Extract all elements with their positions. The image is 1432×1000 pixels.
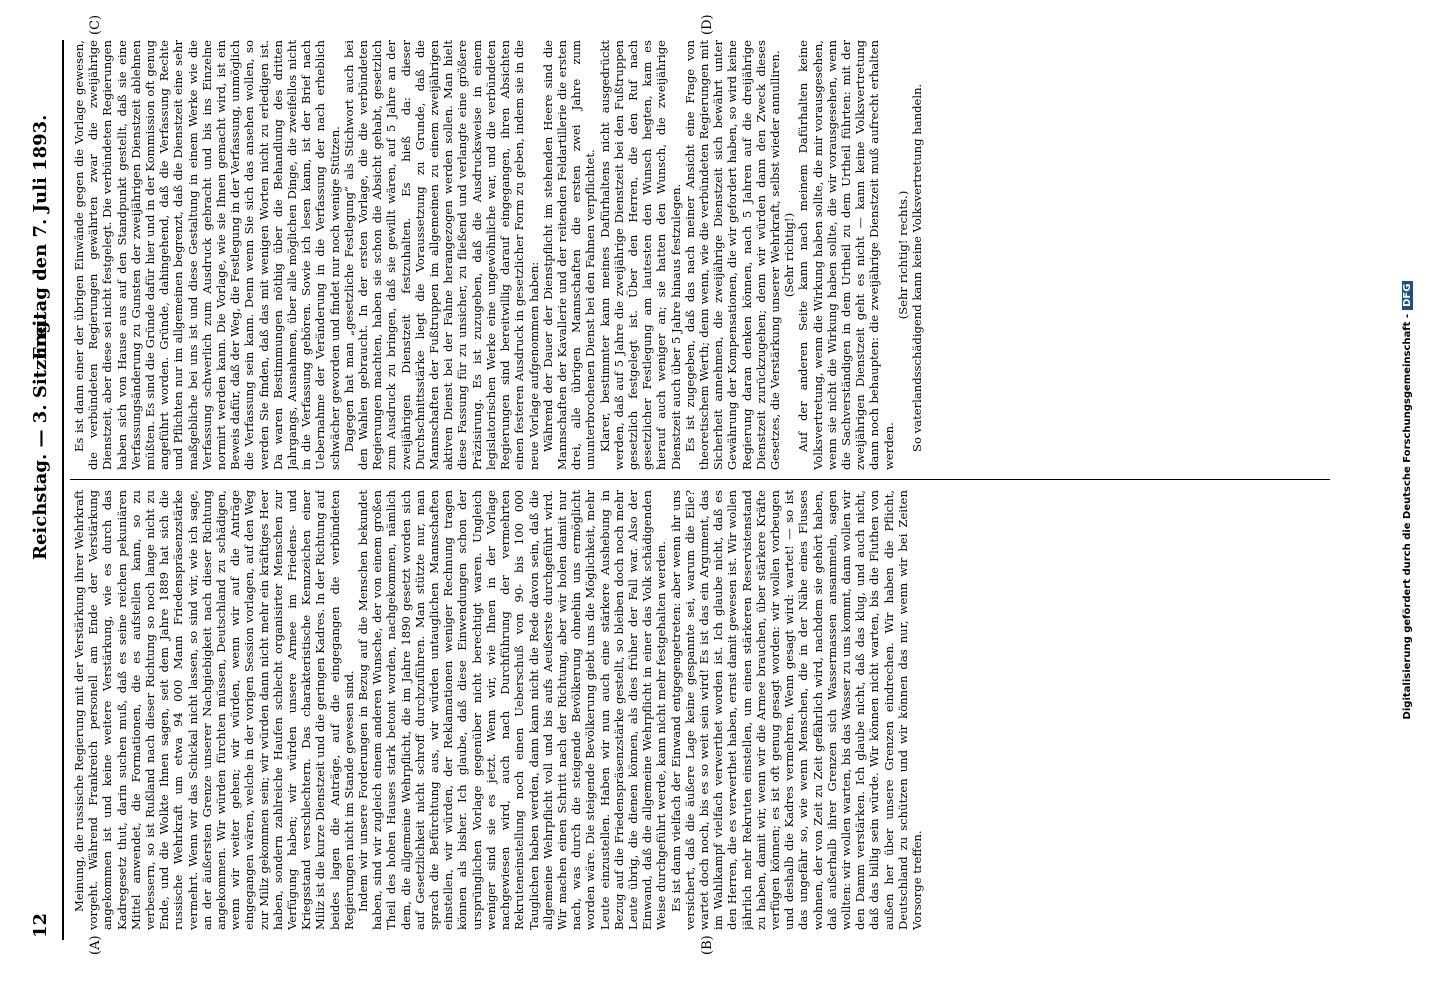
paragraph: Dagegen hat man „gesetzliche Festlegung“ als Stichwort auch bei den Wahlen gebraucht. In der ersten Vorlage, die die verbündeten Regierungen machten, haben sie schon die Absicht gehabt, gesetzlich zum Ausdruck zu bringen, daß sie gewillt wären, auf 5 Jahre an der zweijährigen Dienstzeit festzuhalten. Es hieß da: dieser Durchschnittsstärke liegt die Voraussetzung zu Grunde, daß die Mannschaften der Fußtruppen im allgemeinen zu einem zweijährigen aktiven Dienst bei der Fahne herangezogen werden sollen. Man hielt diese Fassung für zu unsicher, zu fließend und verlangte eine größere Präzisirung. Es ist zuzugeben, daß die Ausdrucksweise in einem legislatorischen Werke eine ungewöhnliche war, und die verbündeten Regierungen sind bereitwillig darauf eingegangen, ihren Absichten einen festeren Ausdruck in gesetzlicher Form zu geben, indem sie in die neue Vorlage aufgenommen haben: xyxy=(341,40,541,470)
date-title: Freitag den 7. Juli 1893. xyxy=(30,114,51,360)
footer-text: Digitalisierung gefördert durch die Deutsche Forschungsgemeinschaft - xyxy=(1402,313,1413,720)
margin-marker-c: (C) xyxy=(88,14,103,35)
page-number: 12 xyxy=(30,912,51,938)
dfg-logo: DFG xyxy=(1402,281,1413,310)
paragraph: Es ist dann vielfach der Einwand entgegengetreten: aber wenn ihr uns versichert, daß die äußere Lage keine gespannte sei, warum die Eile? wartet doch noch, bis es so weit sein wird! Es ist das ein Argument, das im Wahlkampf vielfach verwerthet worden ist. Ich glaube nicht, daß es den Herren, die es verwerthet haben, ernst damit gewesen ist. Wir wollen jährlich mehr Rekruten einstellen, um einen stärkeren Reservistenstand zu haben, damit wir, wenn wir die Armee brauchen, über stärkere Kräfte verfügen können; es ist oft genug gesagt worden: wir wollen vorbeugen und deshalb die Kadres vermehren. Wenn gesagt wird: wartet! — so ist das ungefähr so, wie wenn Menschen, die in der Nähe eines Flusses wohnen, der von Zeit zu Zeit gefährlich wird, nachdem sie gehört haben, daß außerhalb ihrer Grenzen sich Wassermassen ansammeln, sagen wollten: wir wollen warten, bis das Wasser zu uns kommt, dann wollen wir den Damm verstärken. Ich glaube nicht, daß das klug, und auch nicht, daß das billig sein würde. Wir können nicht warten, bis die Fluthen von außen her über unsere Grenzen eindrechen. Wir haben die Pflicht, Deutschland zu schützen und wir können das nur, wenn wir bei Zeiten Vorsorge treffen. xyxy=(668,490,924,930)
margin-marker-d: (D) xyxy=(700,14,715,35)
quoted-paragraph: Während der Dauer der Dienstpflicht im stehenden Heere sind die Mannschaften der Kavallerie und der reitenden Feldartillerie die ersten drei, alle übrigen Mannschaften die ersten zwei Jahre zum ununterbrochenen Dienst bei den Fahnen verpflichtet. xyxy=(540,40,598,470)
margin-marker-a: (A) xyxy=(88,935,103,955)
paragraph: Es ist zugegeben, daß das nach meiner Ansicht eine Frage von theoretischem Werth; denn wenn, wie die verbündeten Regierungen mit Sicherheit annehmen, die zweijährige Dienstzeit sich bewährt unter Gewährung der Kompensationen, die wir gefordert haben, so wird keine Regierung daran denken können, nach 5 Jahren auf die dreijährige Dienstzeit zurückzugehen; denn wir würden dann den Zweck dieses Gesetzes, die Verstärkung unserer Wehrkraft, selbst wieder annulliren. xyxy=(682,40,782,470)
paragraph: Indem wir unsere Forderungen in Bezug auf die Menschen bekundet haben, sind wir zugleich einem anderen Wunsche, der von einem großen Theil des hohen Hauses stark betont worden, nachgekommen, nämlich dem, die allgemeine Wehrpflicht, die im Jahre 1890 gesetzt worden sich auf Gesetzlichkeit nicht schroff durchzuführen. Man stützte nur, man sprach die Befürchtung aus, wir würden untauglichen Mannschaften einstellen, wir würden, der Reklamationen weniger Rechnung tragen können als bisher. Ich glaube, daß diese Einwendungen schon der ursprünglichen Vorlage gegenüber nicht berechtigt waren. Ungleich weniger sind sie es jetzt. Wenn wir, wie Ihnen in der Vorlage nachgewiesen wird, auch nach Durchführung der vermehrten Rekruteneinstellung noch einen Ueberschuß von 90- bis 100 000 Tauglichen haben werden, dann kann nicht die Rede davon sein, daß die allgemeine Wehrpflicht voll und bis aufs Aeußerste durchgeführt wird. Wir machen einen Schritt nach der Richtung, aber wir holen damit nur nach, was durch die steigende Bevölkerung ohnehin uns ermöglicht worden wäre. Die steigende Bevölkerung giebt uns die Möglichkeit, mehr Leute einzustellen. Haben wir nun auch eine stärkere Aushebung in Bezug auf die Friedenspräsenzstärke gestellt, so bleiben doch noch mehr Leute übrig, die dienen können, als dies früher der Fall war. Also der Einwand, daß die allgemeine Wehrpflicht in einer das Volk schädigenden Weise durchgeführt werde, kann nicht mehr festgehalten werden. xyxy=(356,490,669,930)
right-text-column xyxy=(72,40,1332,470)
left-text-column xyxy=(72,490,1332,930)
margin-marker-b: (B) xyxy=(700,935,715,955)
paragraph: Es ist dann einer der übrigen Einwände gegen die Vorlage gewesen, die verbündeten Regierungen gewährten zwar die zweijährige Dienstzeit, aber diese sei nicht festgelegt. Die verbündeten Regierungen haben sich von Hause aus auf den Standpunkt gestellt, daß sie eine Verfassungsänderung zu Gunsten der zweijährigen Dienstzeit ablehnen müßten. Es sind die Gründe dafür hier und in der Kommission oft genug angeführt worden. Gründe, dahingehend, daß die Verfassung Rechte und Pflichten nur im allgemeinen begrenzt, daß die Dienstzeit eine sehr maßgebliche bei uns ist und diese Gestaltung in einem Werke wie die Verfassung schwerlich zum Ausdruck gebracht und bis ins Einzelne normirt werden kann. Die Vorlage, wie sie Ihnen gemacht wird, ist ein Beweis dafür, daß der Weg, die Festlegung in der Verfassung, unmöglich die Verfassung sein kann. Denn wenn Sie sich das ansehen wollen, so werden Sie finden, daß das mit wenigen Worten nicht zu erledigen ist. Da waren Bestimmungen nöthig über die Behandlung des dritten Jahrgangs, Ausnahmen, über alle möglichen Dinge, die zweifellos nicht in die Verfassung gehören. Sowie ich lesen kann, ist der Brief nach Uebernahme der Veränderung in die Verfassung der nach erheblich schwächer geworden und findet nur noch wenige Stützen. xyxy=(72,40,342,470)
paragraph: Auf der anderen Seite kann nach meinem Dafürhalten keine Volksvertretung, wenn die Wirkung haben sollte, die mir vorausgesehen, wenn sie nicht die Wirkung haben sollte, die wir vorausgesehen, wenn die Sachverständigen in dem Urtheil zu dem Urtheil führten: mit der zweijährigen Dienstzeit geht es nicht — kann keine Volksvertretung dann noch behaupten: die zweijährige Dienstzeit muß aufrecht erhalten werden. xyxy=(796,40,896,470)
digitization-footer xyxy=(1402,0,1413,1000)
header-rule xyxy=(62,40,64,940)
paragraph: So vaterlandsschädigend kann keine Volksvertretung handeln. xyxy=(909,83,924,452)
paragraph: Meinung, die russische Regierung mit der Verstärkung ihrer Wehrkraft vorgeht. Während Frankreich personell am Ende der Verstärkung angekommen ist und keine weitere Verstärkung, wie es durch das Kadregesetz thut, darin suchen muß, daß es seine reichen pekuniären Mittel anwendet, die Formationen, die es aufstellen kann, so zu verbessern, so ist Rußland nach dieser Richtung so noch lange nicht zu Ende, und die Wolkte Ihnen sagen, seit dem Jahre 1889 hat sich die russische Wehrkraft um etwa 94 000 Mann Friedenspräsenzstärke vermehrt. Wenn wir das Schickal nicht lassen, so sind wir, wie ich sage, an der äußersten Grenze unserer Nachgiebigkeit nach dieser Richtung angekommen. Wir würden fürchten müssen, Deutschland zu schädigen, wenn wir weiter gehen; wir würden, wenn wir auf die Anträge eingegangen wären, welche in der vorigen Session vorlagen, auf den Weg zur Miliz gekommen sein; wir würden dann nicht mehr ein kräftiges Heer haben, sondern zahlreiche Haufen schlecht organisirter Menschen zur Verfügung haben; wir würden unsere Armee im Friedens- und Kriegsstand verschlechtern. Das charakteristische Kennzeichen einer Miliz ist die kurze Dienstzeit und die geringen Kadres. In der Richtung auf beides lagen die Anträge, auf die eingegangen die verbündeten Regierungen nicht im Stande gewesen sind. xyxy=(72,490,356,930)
session-title: Reichstag. — 3. Sitzung. xyxy=(30,314,51,560)
paragraph: Klarer, bestimmter kann meines Dafürhaltens nicht ausgedrückt werden, daß auf 5 Jahre die zweijährige Dienstzeit bei den Fußtruppen gesetzlich festgelegt ist. Über den Herren, die den Ruf nach gesetzlicher Festlegung am lautesten den Wunsch hegten, kam es hierauf auch weniger an; sie hatten den Wunsch, die zweijährige Dienstzeit auch über 5 Jahre hinaus festzulegen. xyxy=(597,40,683,470)
interjection: (Sehr richtig! rechts.) xyxy=(895,190,910,320)
interjection: (Sehr richtig!) xyxy=(782,212,797,298)
column-divider xyxy=(70,479,1330,480)
